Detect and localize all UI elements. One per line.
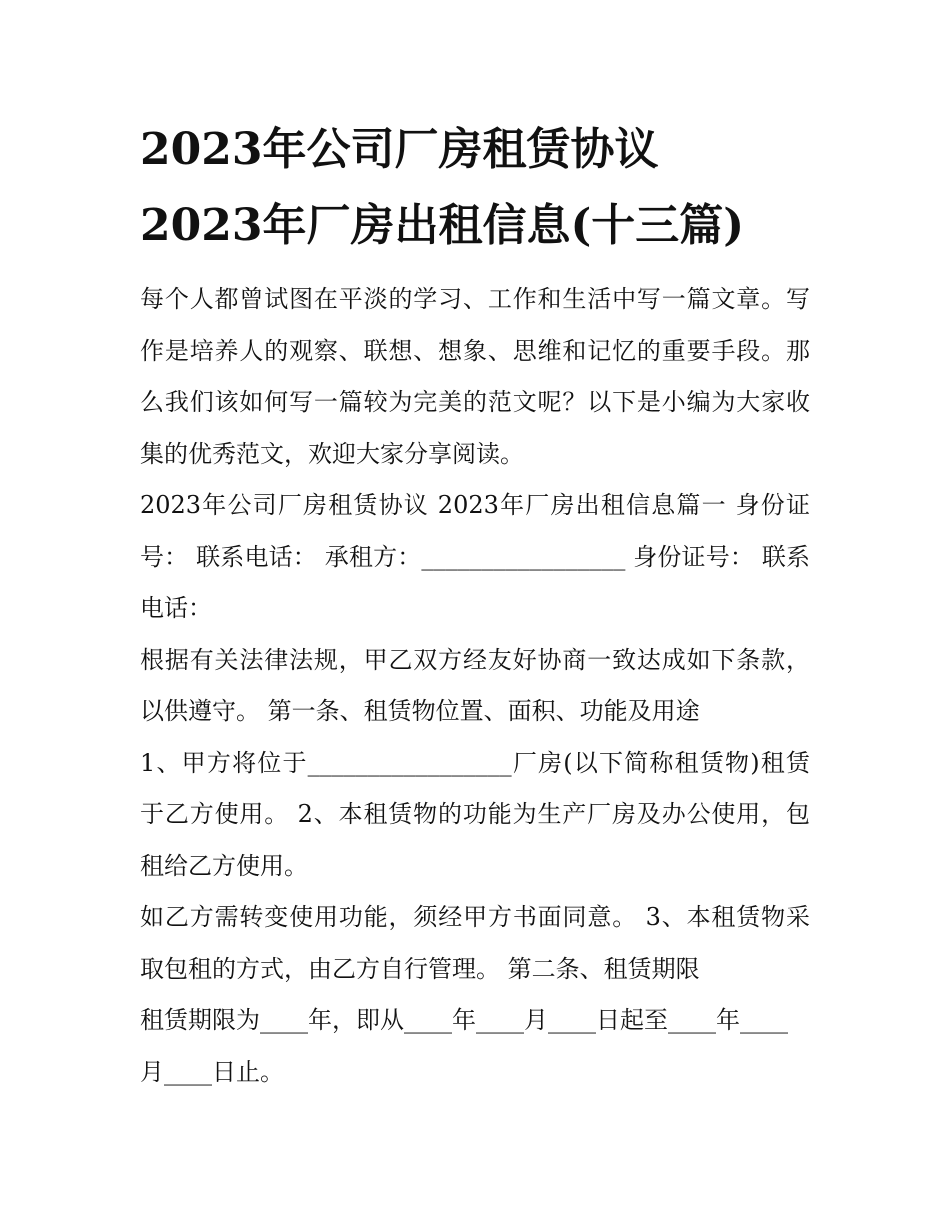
text-line: 租赁期限为____年，即从____年____月____日起至____年____ [140,1006,788,1034]
paragraph-terms-intro [140,635,810,738]
text-line: 于乙方使用。 2、本租赁物的功能为生产厂房及办公使用，包 [140,800,810,828]
document-title-line-2: 2023年厂房出租信息(十三篇) [140,200,745,251]
text-line: 每个人都曾试图在平淡的学习、工作和生活中写一篇文章。写 [140,285,810,313]
paragraph-location [140,738,810,893]
text-line: 根据有关法律法规，甲乙双方经友好协商一致达成如下条款， [140,645,810,674]
text-line: 作是培养人的观察、联想、想象、思维和记忆的重要手段。那 [140,336,810,365]
paragraph-intro [140,274,810,480]
paragraph-lease-term [140,995,810,1098]
text-line: 集的优秀范文，欢迎大家分享阅读。 [140,439,524,468]
text-line: 以供遵守。 第一条、租赁物位置、面积、功能及用途 [140,697,700,725]
document-page [140,112,810,1098]
text-line: 取包租的方式，由乙方自行管理。 第二条、租赁期限 [140,954,700,983]
text-line: 租给乙方使用。 [140,851,308,880]
paragraph-usage-change [140,892,810,995]
paragraph-parties [140,480,810,635]
text-line: 么我们该如何写一篇较为完美的范文呢？以下是小编为大家收 [140,388,810,416]
document-body [140,274,810,1098]
text-line: 号： 联系电话： 承租方：_________________ 身份证号： 联系 [140,542,810,571]
document-title-line-1: 2023年公司厂房租赁协议 [140,124,659,175]
text-line: 电话： [140,594,212,622]
text-line: 如乙方需转变使用功能，须经甲方书面同意。 3、本租赁物采 [140,903,810,931]
text-line: 月____日止。 [140,1057,284,1086]
text-line: 1、甲方将位于_________________厂房(以下简称租赁物)租赁 [140,748,810,777]
text-line: 2023年公司厂房租赁协议 2023年厂房出租信息篇一 身份证 [140,491,810,519]
